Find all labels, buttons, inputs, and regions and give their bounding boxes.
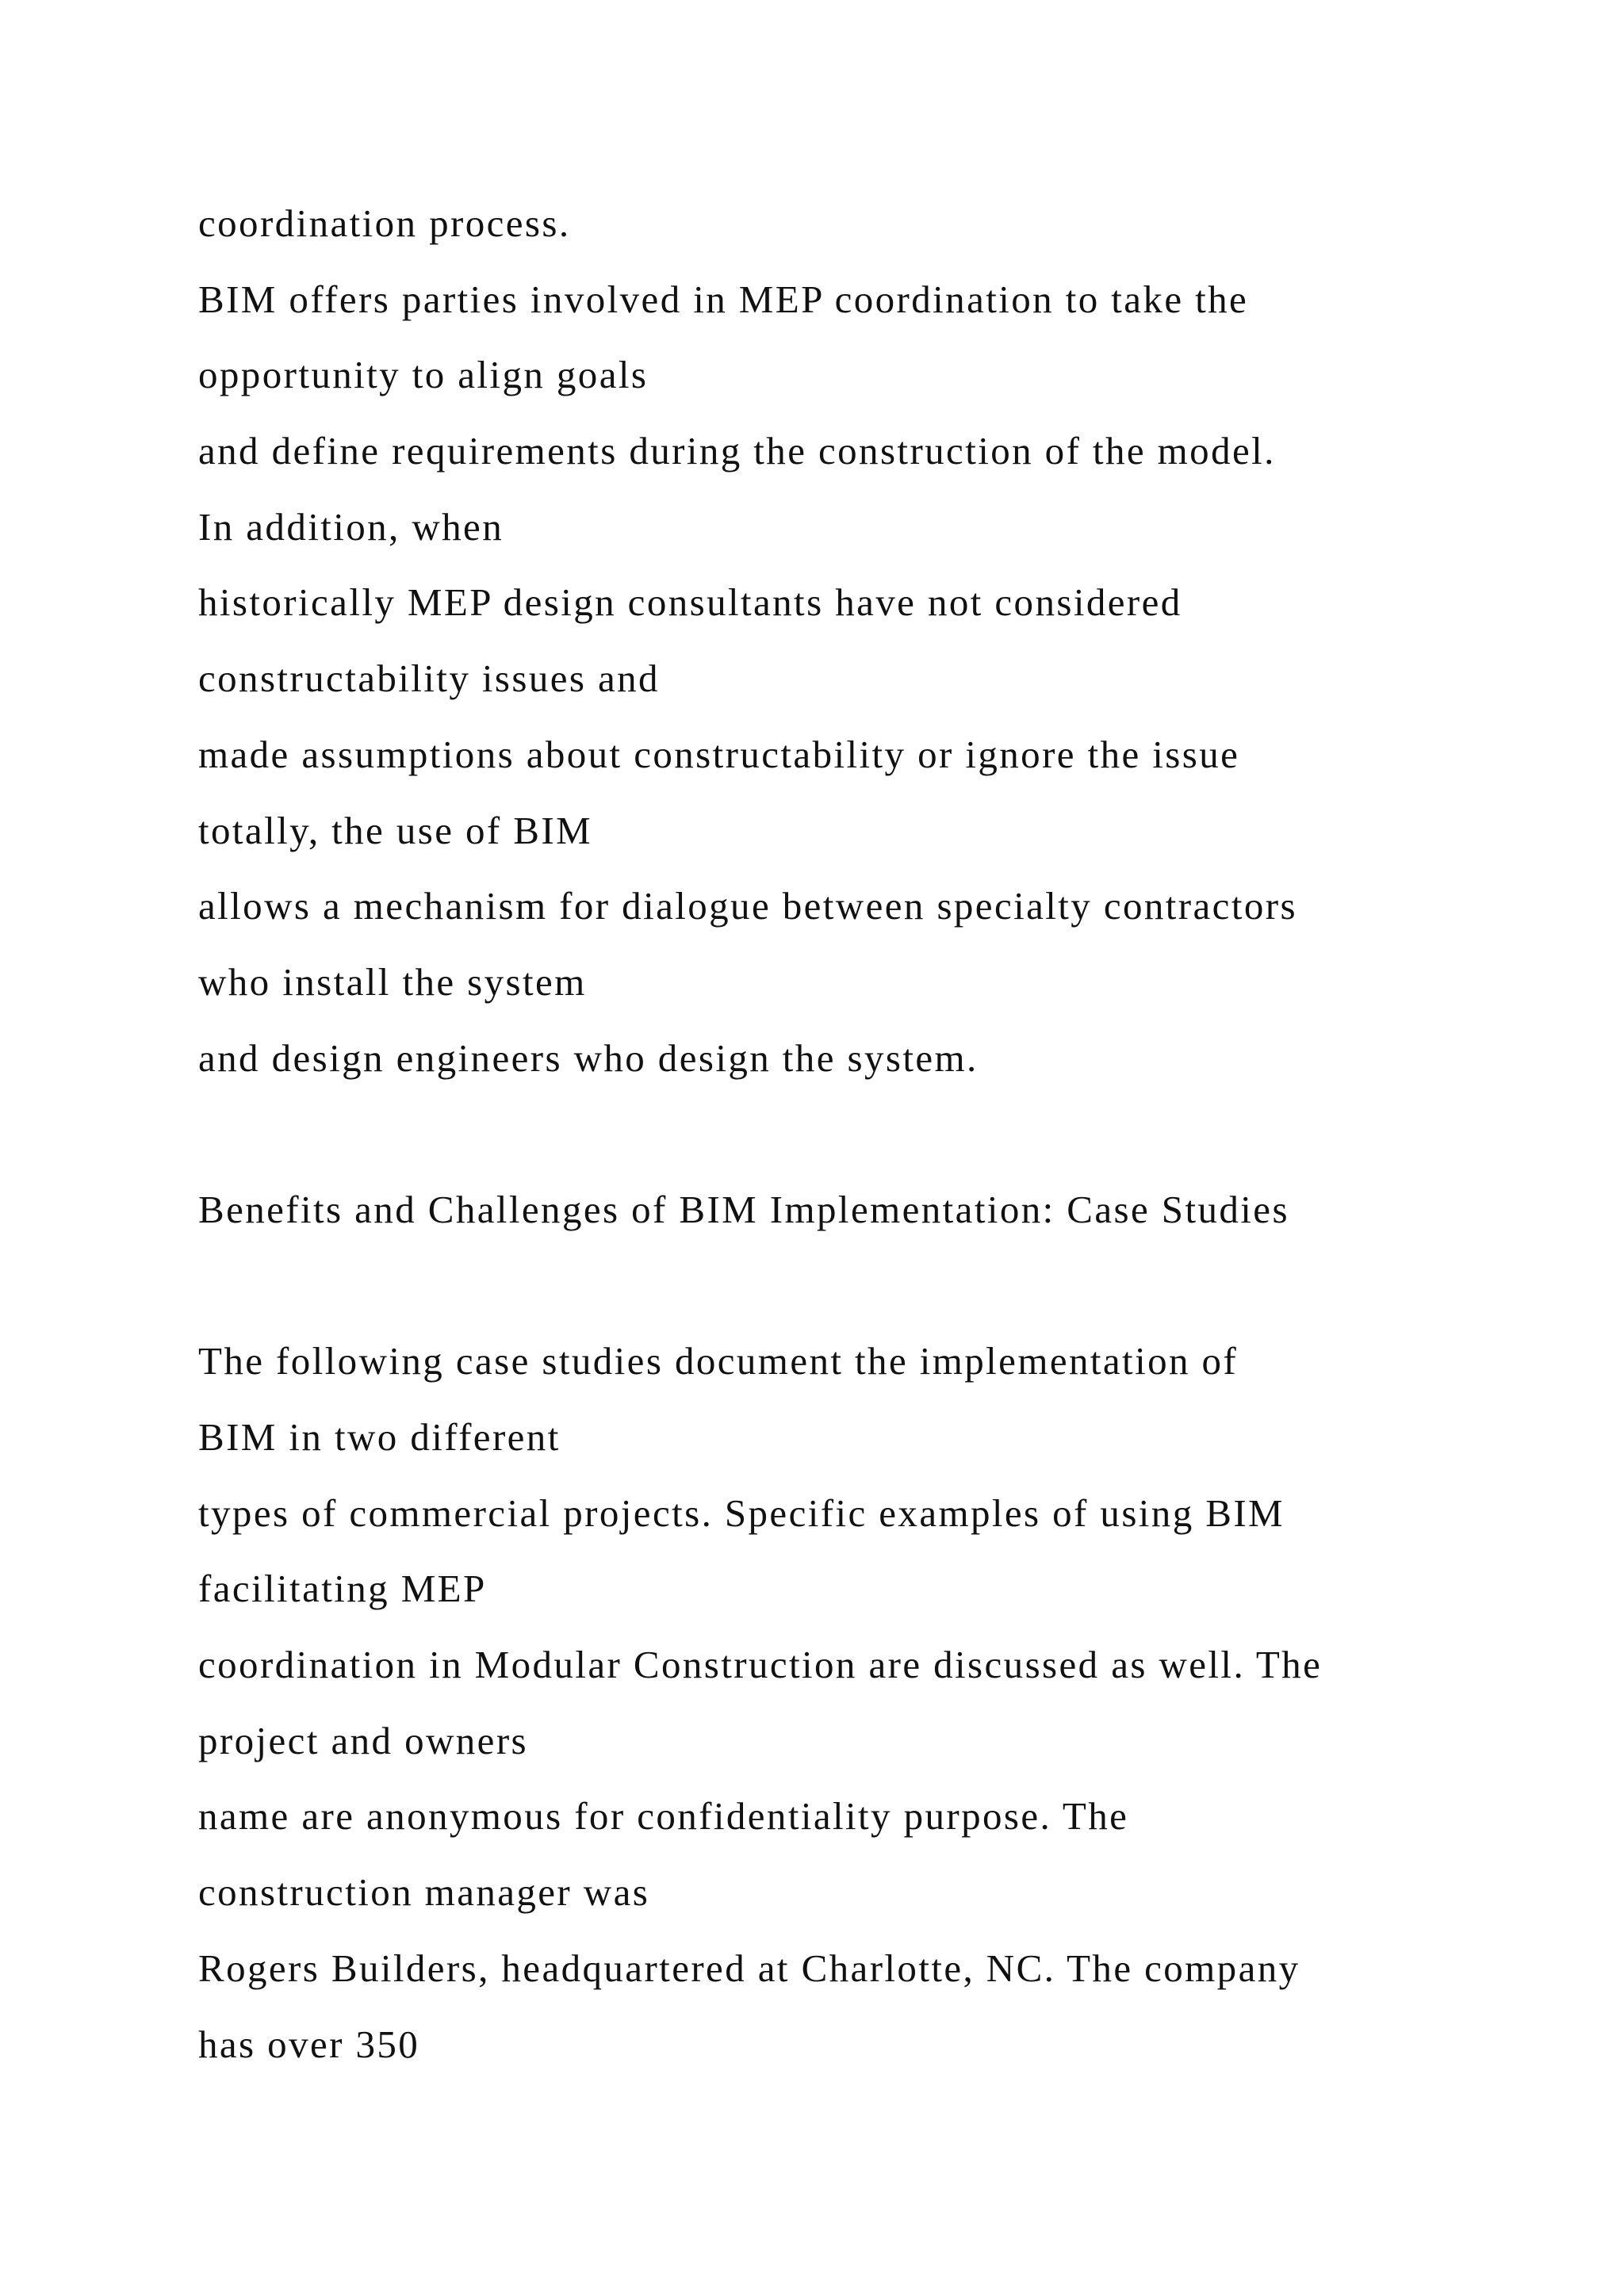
text-line: In addition, when xyxy=(198,504,504,549)
text-line: has over 350 xyxy=(198,2022,420,2066)
text-line: Rogers Builders, headquartered at Charlotte, NC. The company xyxy=(198,1946,1300,1990)
text-line: types of commercial projects. Specific examples of using BIM xyxy=(198,1490,1285,1535)
text-line: BIM in two different xyxy=(198,1415,561,1459)
text-line: BIM offers parties involved in MEP coordination to take the xyxy=(198,277,1249,321)
text-line: constructability issues and xyxy=(198,656,660,701)
body-text xyxy=(198,189,1546,2085)
text-line: facilitating MEP xyxy=(198,1567,487,1611)
section-heading: Benefits and Challenges of BIM Implementation: Case Studies xyxy=(198,1187,1289,1231)
blank-line xyxy=(198,1099,1546,1175)
text-line: made assumptions about constructability or ignore the issue xyxy=(198,732,1240,776)
text-line: coordination in Modular Construction are discussed as well. The xyxy=(198,1643,1323,1687)
text-line: allows a mechanism for dialogue between specialty contractors xyxy=(198,884,1297,928)
text-line: name are anonymous for confidentiality purpose. The xyxy=(198,1794,1129,1839)
text-line: totally, the use of BIM xyxy=(198,808,593,852)
text-line: The following case studies document the implementation of xyxy=(198,1339,1239,1383)
text-line: opportunity to align goals xyxy=(198,353,649,397)
text-line: who install the system xyxy=(198,959,587,1004)
text-line: historically MEP design consultants have not considered xyxy=(198,580,1182,625)
text-line: and design engineers who design the system. xyxy=(198,1035,979,1080)
blank-line xyxy=(198,1251,1546,1327)
text-line: project and owners xyxy=(198,1718,529,1762)
text-line: and define requirements during the construction of the model. xyxy=(198,429,1276,473)
text-line: coordination process. xyxy=(198,201,571,245)
text-line: construction manager was xyxy=(198,1870,650,1915)
